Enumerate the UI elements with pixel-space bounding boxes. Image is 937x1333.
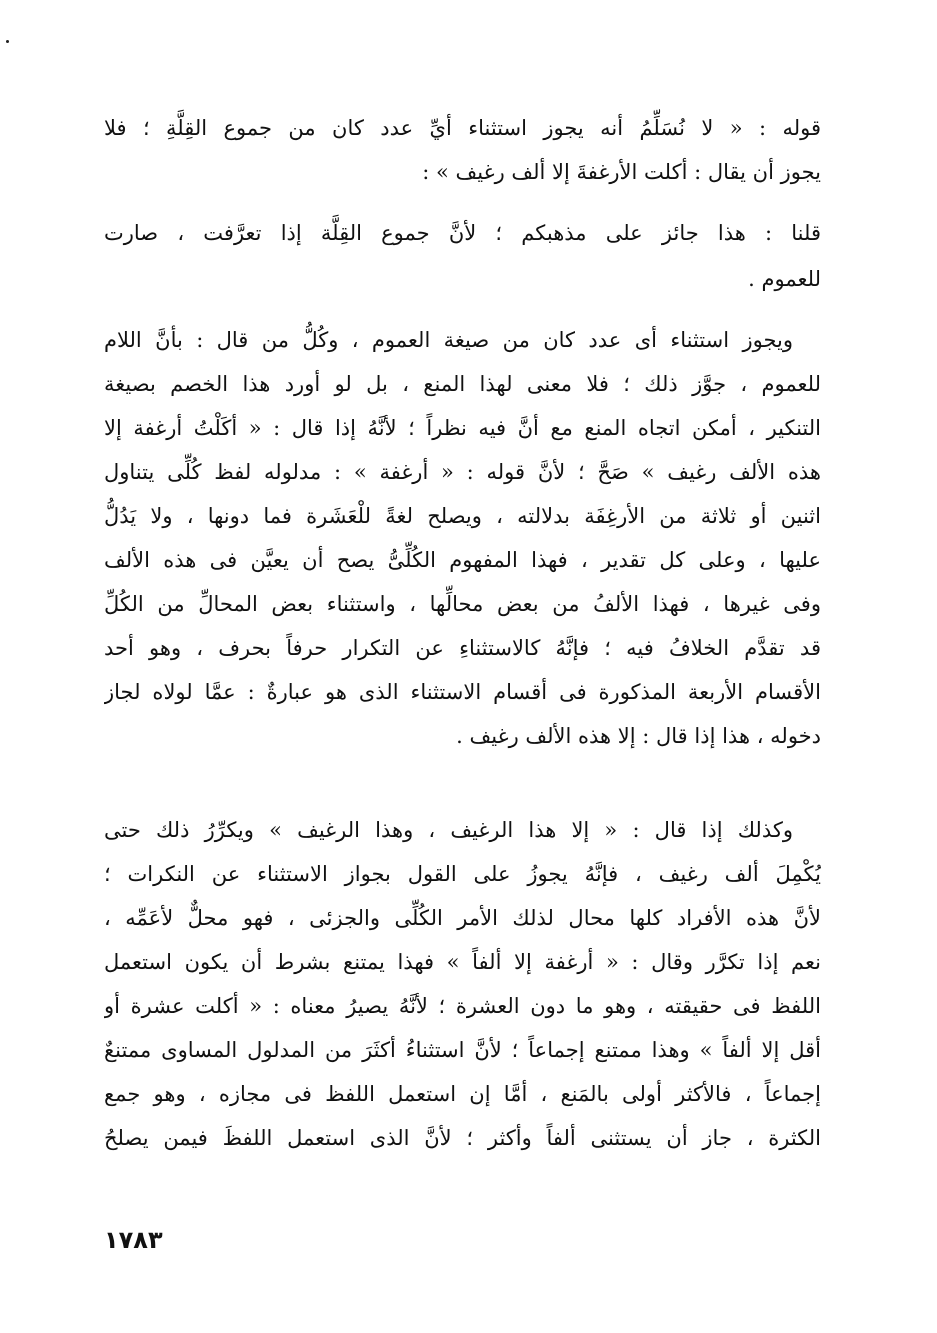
text-line: ويجوز استثناء أى عدد كان من صيغة العموم ، وكُلُّ من قال : بأنَّ اللام xyxy=(104,328,793,352)
text-line: إجماعاً ، فالأكثر أولى بالمَنع ، أمَّا إن استعمل اللفظ فى مجازه ، وهو جمع xyxy=(104,1082,821,1106)
text-line: للعموم ، جوَّز ذلك ؛ فلا معنى لهذا المنع ، بل لو أورد هذا الخصم بصيغة xyxy=(104,372,821,396)
paragraph-exception-generality xyxy=(104,318,821,758)
text-line: قلنا : هذا جائز على مذهبكم ؛ لأنَّ جموع القِلَّة إذا تعرَّفت ، صارت xyxy=(104,221,821,245)
text-line: يجوز أن يقال : أكلت الأرغفةَ إلا ألف رغيف » : xyxy=(422,160,821,184)
text-line: دخوله ، هذا إذا قال : إلا هذه الألف رغيف . xyxy=(456,724,821,748)
text-line: هذه الألف رغيف » صَحَّ ؛ لأنَّ قوله : « أرغفة » : مدلوله لفظ كُلِّى يتناول xyxy=(104,460,821,484)
text-line: يُكْمِلَ ألف رغيف ، فإنَّهُ يجوزُ على القول بجواز الاستثناء عن النكرات ؛ xyxy=(104,862,821,886)
text-line: الأقسام الأربعة المذكورة فى أقسام الاستثناء الذى هو عبارةٌ : عمَّا لولاه لجاز xyxy=(104,680,821,704)
text-line: اثنين أو ثلاثة من الأرغِفَة بدلالته ، ويصلح لغةً للْعَشَرة فما دونها ، ولا يَدُلُّ xyxy=(104,504,821,528)
margin-mark xyxy=(6,40,9,43)
text-line: وفى غيرها ، فهذا الألفُ من بعض محالِّها ، واستثناء بعض المحالِّ من الكُلِّ xyxy=(104,592,821,616)
text-line: عليها ، وعلى كل تقدير ، فهذا المفهوم الكُلِّىُّ يصح أن يعيَّن فى هذه الألف xyxy=(104,548,821,572)
text-line: نعم إذا تكرَّر وقال : « أرغفة إلا ألفاً » فهذا يمتنع بشرط أن يكون استعمل xyxy=(104,950,821,974)
text-line: لأنَّ هذه الأفراد كلها محال لذلك الأمر الكُلِّى والجزئى ، فهو محلٌّ لأعَمِّه ، xyxy=(104,906,821,930)
text-line: اللفظ فى حقيقته ، وهو ما دون العشرة ؛ لأنَّهُ يصيرُ معناه : « أكلت عشرة أو xyxy=(104,994,821,1018)
text-line: قوله : « لا نُسَلِّمُ أنه يجوز استثناء أيِّ عدد كان من جموع القِلَّةِ ؛ فلا xyxy=(104,116,821,140)
text-line: التنكير ، أمكن اتجاه المنع مع أنَّ فيه نظراً ؛ لأنَّهُ إذا قال : « أكَلْتُ أرغفة إلا xyxy=(104,416,821,440)
text-line: للعموم . xyxy=(748,267,821,291)
page-number: ١٧٨٣ xyxy=(104,1226,163,1254)
text-line: أقل إلا ألفاً » وهذا ممتنع إجماعاً ؛ لأنَّ استثناءُ أكثَرَ من المدلول المساوى ممتنعٌ xyxy=(104,1038,821,1062)
paragraph-reply xyxy=(104,210,821,302)
paragraph-repetition xyxy=(104,808,821,1160)
paragraph-objection xyxy=(104,106,821,194)
text-line: وكذلك إذا قال : « إلا هذا الرغيف ، وهذا الرغيف » ويكرِّرُ ذلك حتى xyxy=(104,818,793,842)
text-line: الكثرة ، جاز أن يستثنى ألفاً وأكثر ؛ لأنَّ الذى استعمل اللفظَ فيمن يصلحُ xyxy=(104,1126,821,1150)
text-line: قد تقدَّم الخلافُ فيه ؛ فإنَّهُ كالاستثناءِ عن التكرار حرفاً بحرف ، وهو أحد xyxy=(104,636,821,660)
